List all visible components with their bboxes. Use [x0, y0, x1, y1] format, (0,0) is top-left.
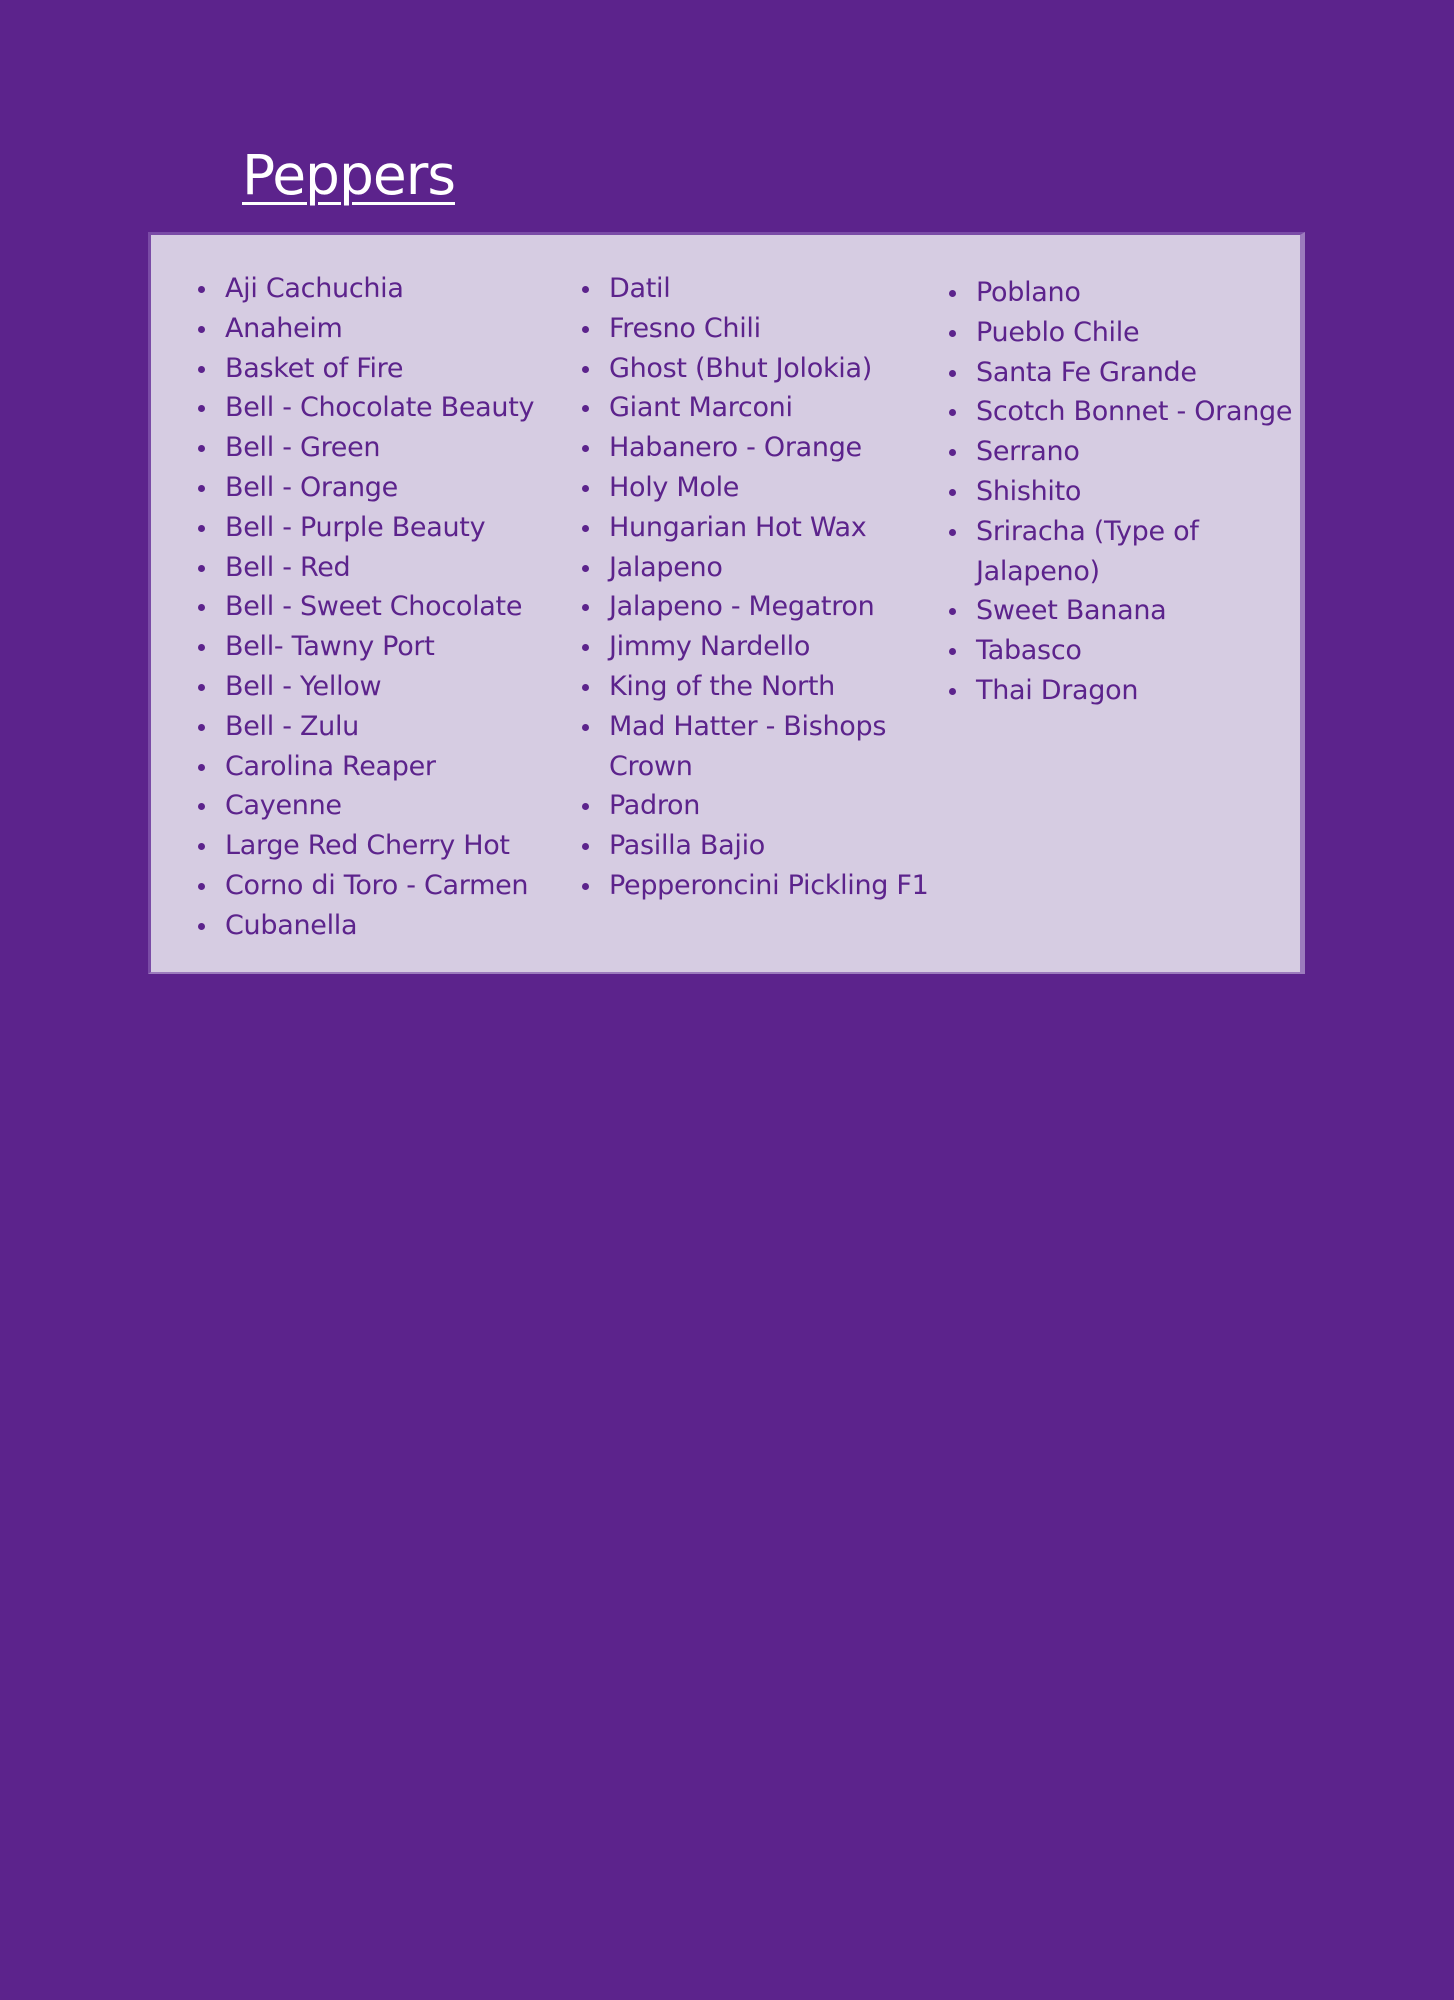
pepper-list-item: Habanero - Orange	[609, 428, 944, 468]
pepper-list-item: Santa Fe Grande	[976, 353, 1296, 393]
pepper-list-item: Serrano	[976, 432, 1296, 472]
pepper-list-item: Bell- Tawny Port	[225, 627, 545, 667]
pepper-list-item: Corno di Toro - Carmen	[225, 866, 545, 906]
pepper-list-item: Jalapeno	[609, 548, 944, 588]
pepper-list-item: Jalapeno - Megatron	[609, 587, 944, 627]
pepper-list-item: Aji Cachuchia	[225, 269, 545, 309]
page-title: Peppers	[242, 143, 455, 207]
pepper-list-item: Fresno Chili	[609, 309, 944, 349]
pepper-list-item: Cayenne	[225, 786, 545, 826]
pepper-list-item: Bell - Sweet Chocolate	[225, 587, 545, 627]
pepper-list-item: Giant Marconi	[609, 388, 944, 428]
pepper-list-item: Jimmy Nardello	[609, 627, 944, 667]
pepper-list-column-1	[225, 269, 545, 946]
pepper-list-item: Hungarian Hot Wax	[609, 508, 944, 548]
pepper-list-item: King of the North	[609, 667, 944, 707]
pepper-list-column-3	[976, 273, 1296, 711]
pepper-list-item: Pepperoncini Pickling F1	[609, 866, 944, 906]
pepper-list-item: Scotch Bonnet - Orange	[976, 392, 1296, 432]
pepper-list-item: Sriracha (Type of Jalapeno)	[976, 512, 1296, 592]
pepper-list-item: Bell - Purple Beauty	[225, 508, 545, 548]
pepper-list-item: Mad Hatter - Bishops Crown	[609, 707, 944, 787]
pepper-list-item: Poblano	[976, 273, 1296, 313]
pepper-list-item: Shishito	[976, 472, 1296, 512]
pepper-list-item: Bell - Orange	[225, 468, 545, 508]
pepper-list-item: Bell - Zulu	[225, 707, 545, 747]
pepper-list-item: Anaheim	[225, 309, 545, 349]
pepper-list-item: Bell - Green	[225, 428, 545, 468]
pepper-list-item: Cubanella	[225, 906, 545, 946]
pepper-list-column-2	[609, 269, 944, 906]
pepper-list-panel	[148, 232, 1305, 974]
pepper-list-item: Large Red Cherry Hot	[225, 826, 545, 866]
pepper-list-item: Pueblo Chile	[976, 313, 1296, 353]
pepper-list-item: Bell - Yellow	[225, 667, 545, 707]
pepper-list-item: Basket of Fire	[225, 349, 545, 389]
pepper-list-item: Tabasco	[976, 631, 1296, 671]
pepper-list-item: Bell - Chocolate Beauty	[225, 388, 545, 428]
pepper-list-item: Pasilla Bajio	[609, 826, 944, 866]
pepper-list-item: Bell - Red	[225, 548, 545, 588]
pepper-list-item: Ghost (Bhut Jolokia)	[609, 349, 944, 389]
pepper-list-item: Padron	[609, 786, 944, 826]
pepper-list-item: Holy Mole	[609, 468, 944, 508]
pepper-list-item: Carolina Reaper	[225, 747, 545, 787]
pepper-list-item: Datil	[609, 269, 944, 309]
pepper-list-item: Sweet Banana	[976, 591, 1296, 631]
pepper-list-item: Thai Dragon	[976, 671, 1296, 711]
